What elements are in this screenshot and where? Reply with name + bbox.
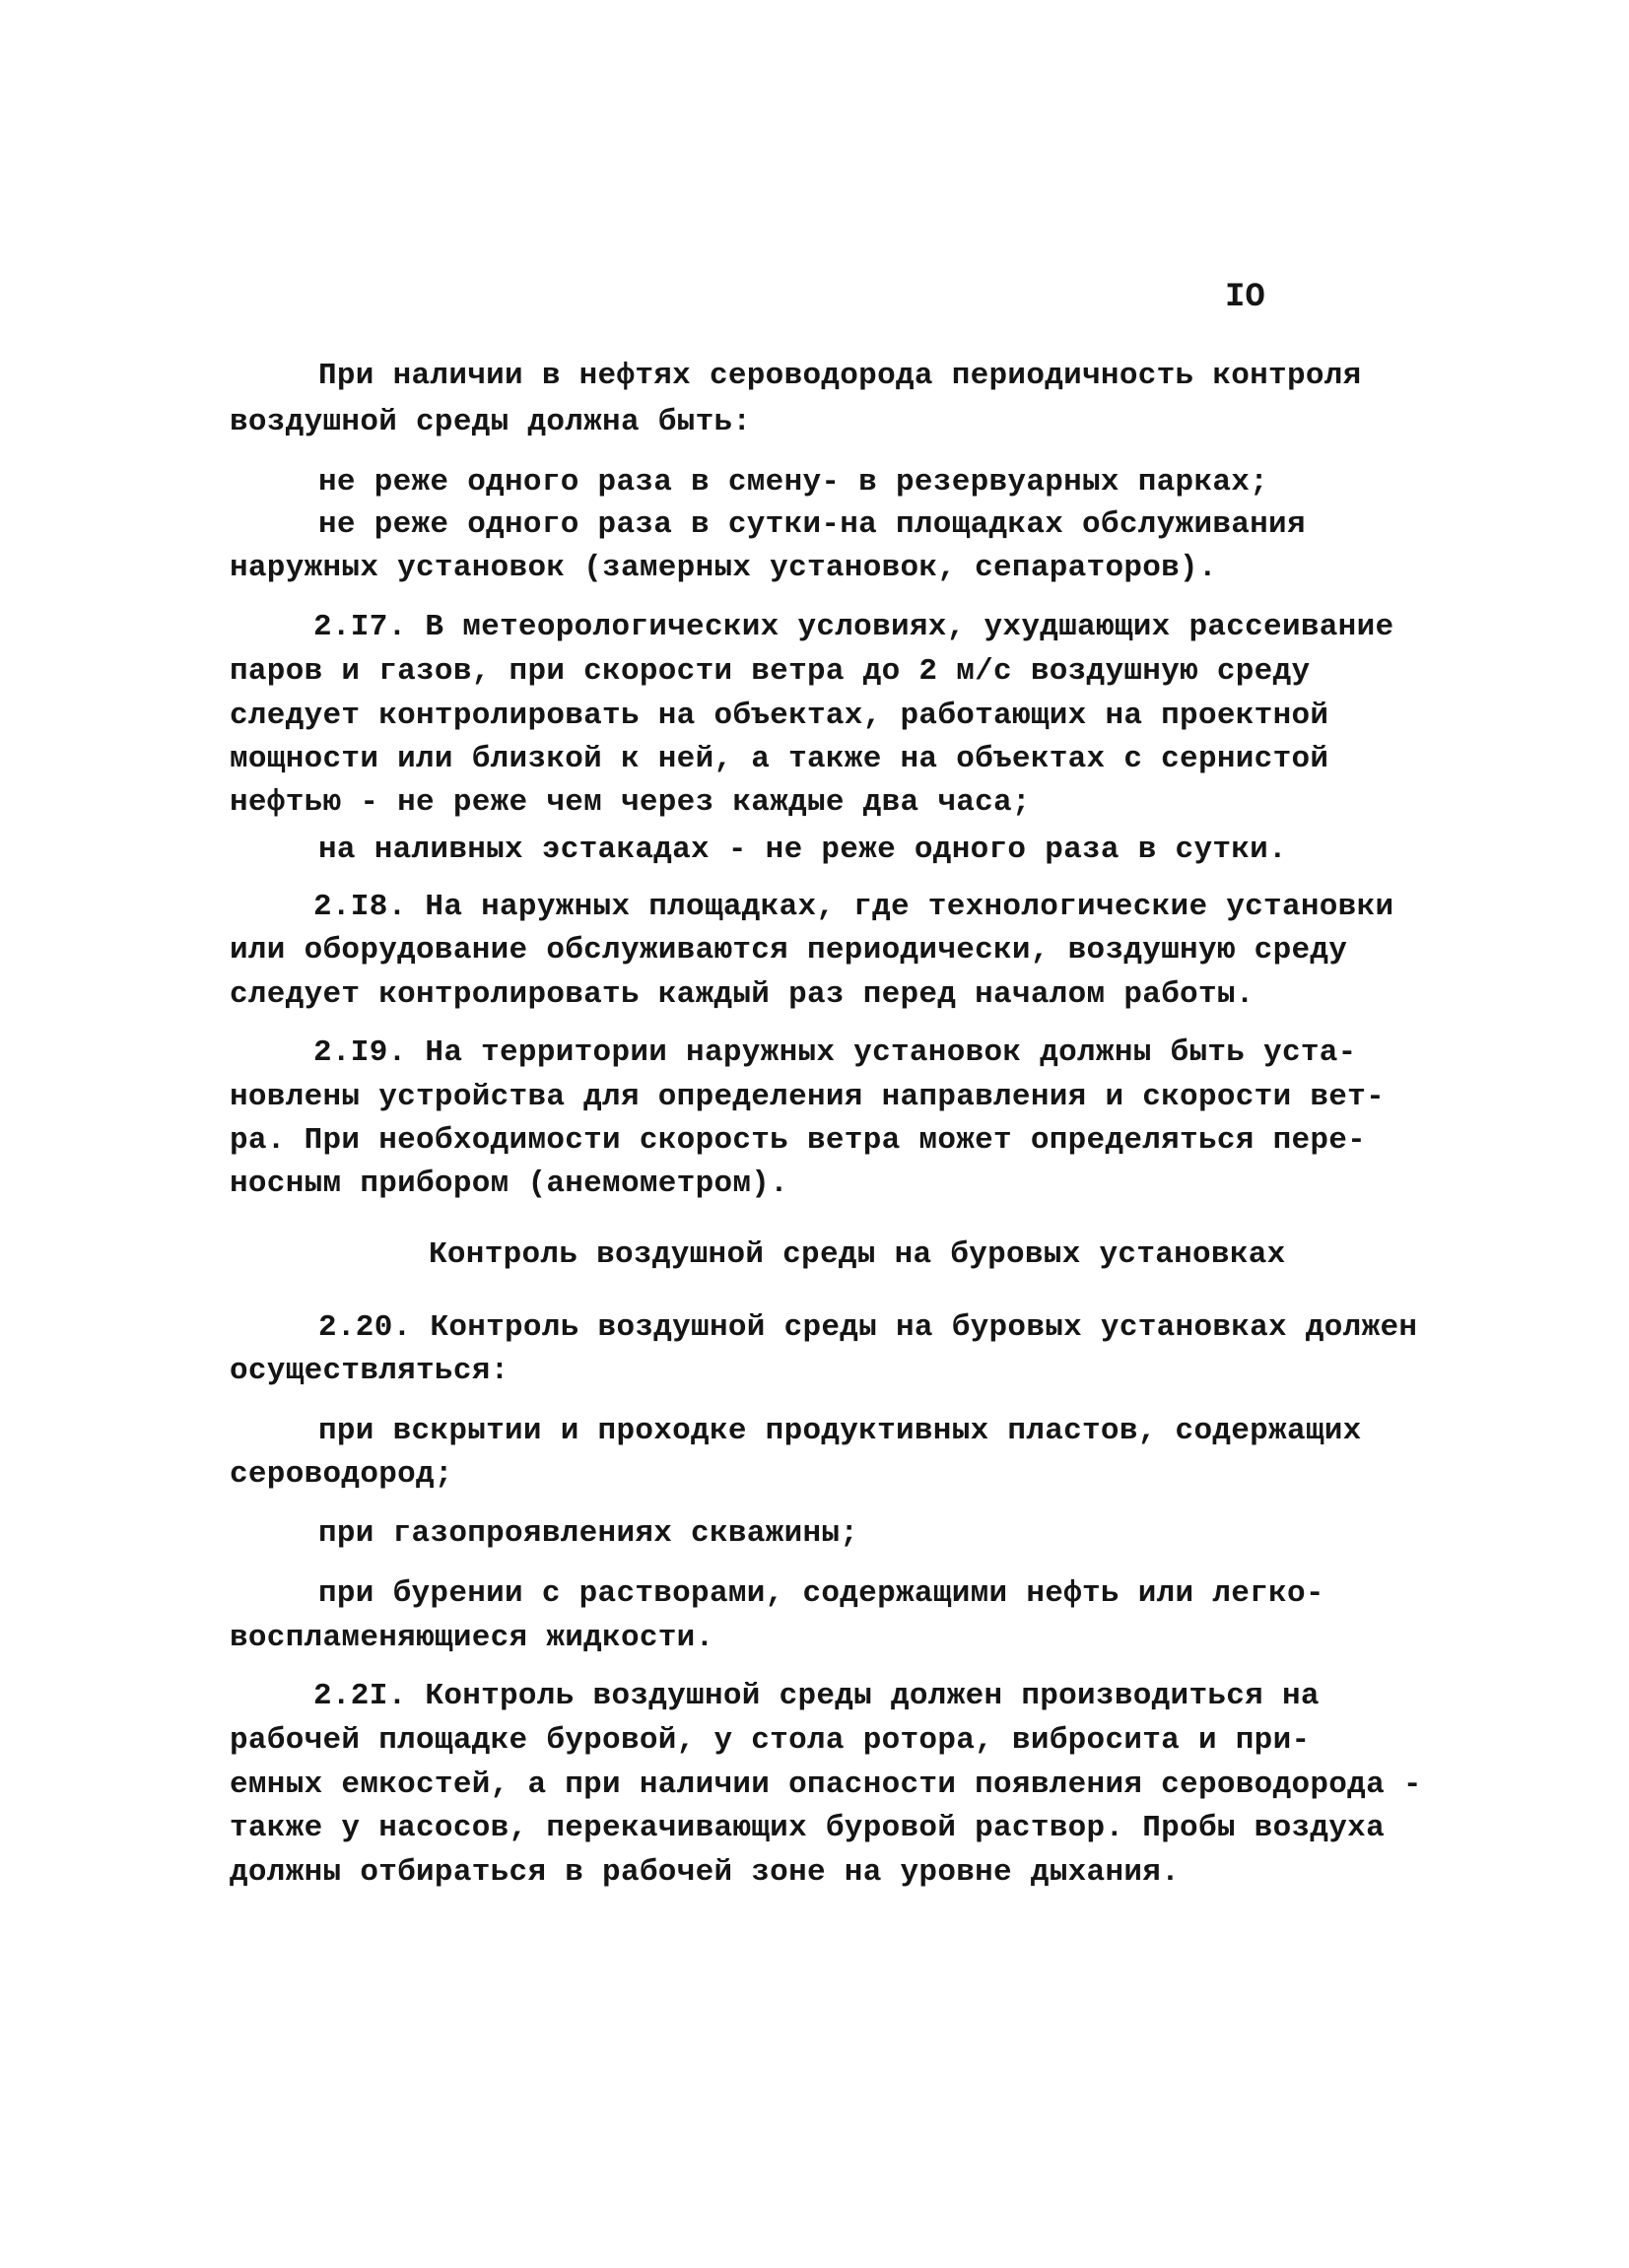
p2-20-line-2: осуществляться: (230, 1354, 509, 1388)
p2-17-line-5: нефтью - не реже чем через каждые два часа; (230, 785, 1031, 820)
p2-20-item-1-line-2: сероводород; (230, 1457, 453, 1492)
p2-19-line-4: носным прибором (анемометром). (230, 1167, 789, 1201)
p2-17-line-1: 2.I7. В метеорологических условиях, ухудшающих рассеивание (313, 610, 1394, 644)
p2-21-line-2: рабочей площадке буровой, у стола ротора, вибросита и при- (230, 1723, 1311, 1758)
intro-item-2-line-1: не реже одного раза в сутки-на площадках обслуживания (318, 507, 1306, 542)
p2-19-line-2: новлены устройства для определения направления и скорости вет- (230, 1080, 1385, 1114)
p2-19-line-3: ра. При необходимости скорость ветра может определяться пере- (230, 1123, 1367, 1158)
section-heading: Контроль воздушной среды на буровых установках (429, 1237, 1286, 1272)
page-number: IO (1225, 279, 1265, 316)
p2-21-line-5: должны отбираться в рабочей зоне на уровне дыхания. (230, 1855, 1181, 1890)
p2-18-line-3: следует контролировать каждый раз перед началом работы. (230, 977, 1255, 1012)
p2-19-line-1: 2.I9. На территории наружных установок должны быть уста- (313, 1035, 1357, 1070)
p2-20-line-1: 2.20. Контроль воздушной среды на буровых установках должен (318, 1310, 1418, 1345)
intro-line-2: воздушной среды должна быть: (230, 405, 752, 439)
p2-18-line-2: или оборудование обслуживаются периодически, воздушную среду (230, 933, 1348, 967)
p2-21-line-4: также у насосов, перекачивающих буровой раствор. Пробы воздуха (230, 1811, 1385, 1845)
p2-18-line-1: 2.I8. На наружных площадках, где технологические установки (313, 890, 1394, 924)
intro-line-1: При наличии в нефтях сероводорода периодичность контроля (318, 359, 1362, 393)
p2-20-item-3-line-2: воспламеняющиеся жидкости. (230, 1621, 714, 1655)
p2-17-line-2: паров и газов, при скорости ветра до 2 м/с воздушную среду (230, 654, 1311, 689)
intro-item-2-line-2: наружных установок (замерных установок, сепараторов). (230, 551, 1217, 585)
p2-21-line-3: емных емкостей, а при наличии опасности появления сероводорода - (230, 1768, 1422, 1802)
intro-item-1: не реже одного раза в смену- в резервуарных парках; (318, 465, 1269, 500)
p2-20-item-2: при газопроявлениях скважины; (318, 1516, 859, 1551)
p2-21-line-1: 2.2I. Контроль воздушной среды должен производиться на (313, 1679, 1320, 1713)
p2-17-line-6: на наливных эстакадах - не реже одного раза в сутки. (318, 833, 1287, 867)
p2-20-item-3-line-1: при бурении с растворами, содержащими нефть или легко- (318, 1576, 1324, 1611)
p2-17-line-4: мощности или близкой к ней, а также на объектах с сернистой (230, 742, 1329, 776)
p2-17-line-3: следует контролировать на объектах, работающих на проектной (230, 699, 1329, 733)
p2-20-item-1-line-1: при вскрытии и проходке продуктивных пластов, содержащих (318, 1414, 1362, 1448)
